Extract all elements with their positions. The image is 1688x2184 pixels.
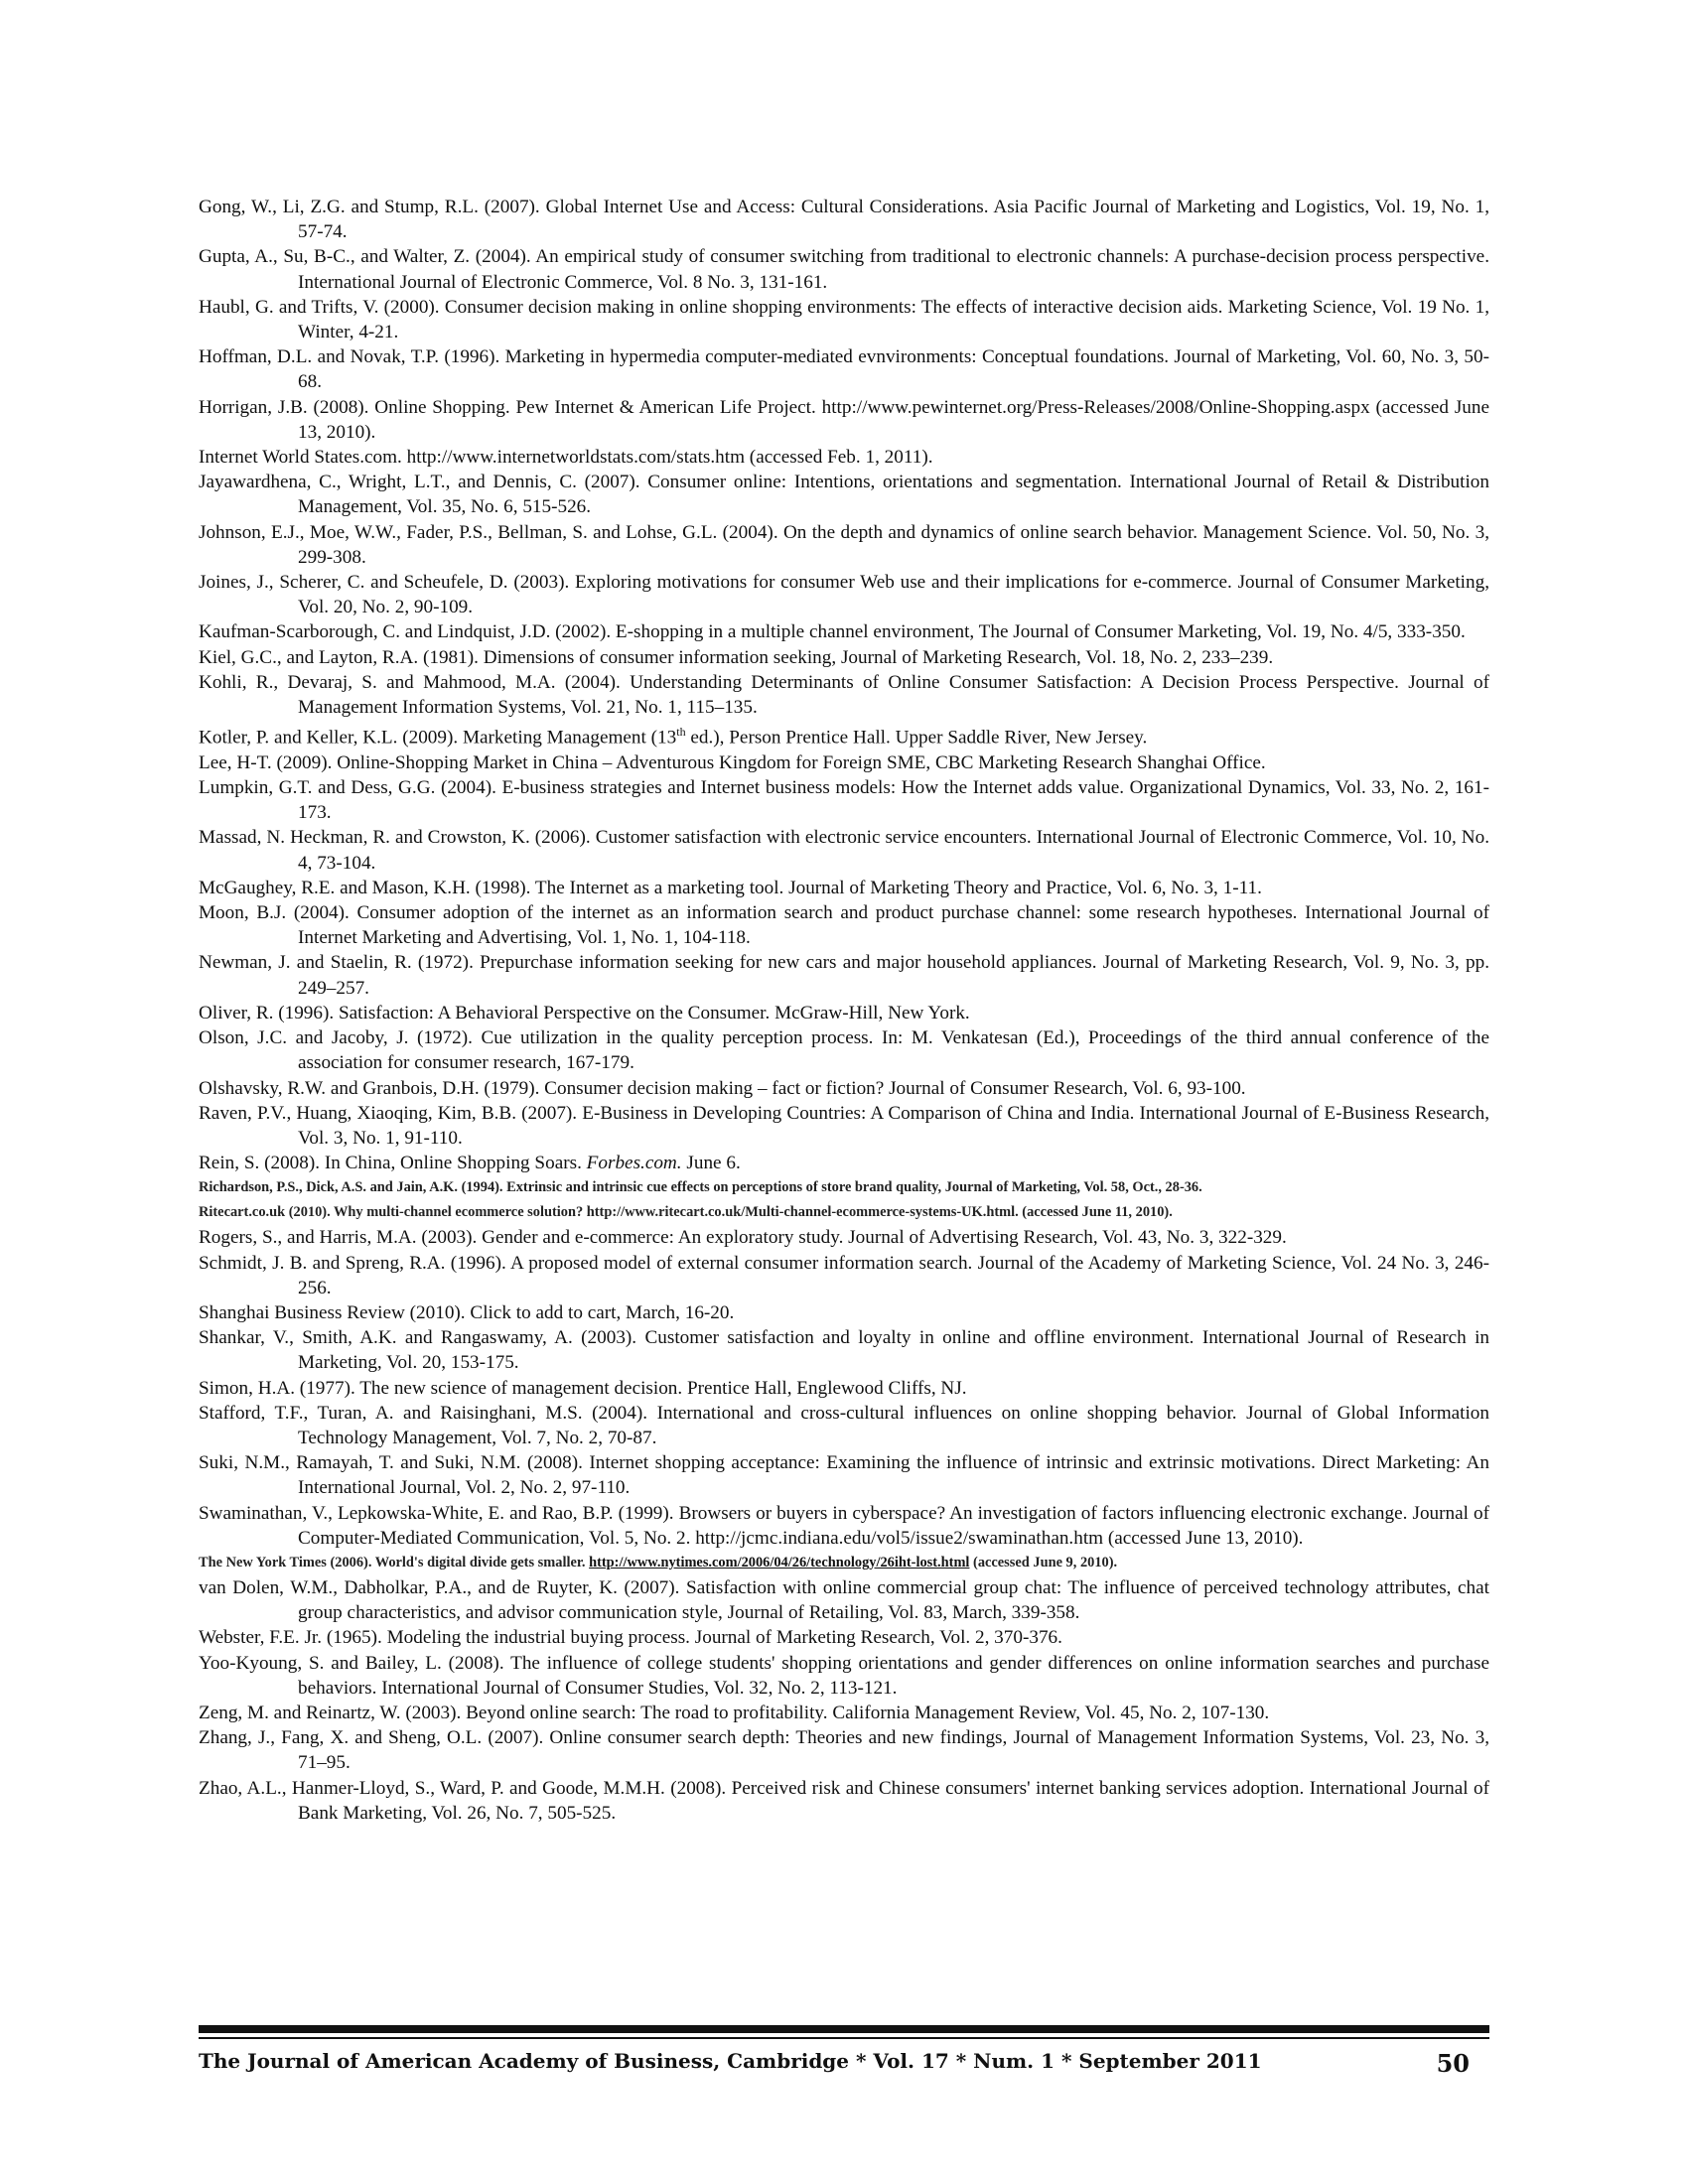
reference-entry: Rogers, S., and Harris, M.A. (2003). Gender and e-commerce: An exploratory study. Journal of Advertising Research, Vol. 43, No. 3, 322-329. [199, 1227, 1287, 1249]
reference-entry: Newman, J. and Staelin, R. (1972). Prepurchase information seeking for new cars and major household appliances. Journal of Marketing Research, Vol. 9, No. 3, pp. 249–257. [199, 952, 1489, 999]
reference-entry: Zhao, A.L., Hanmer-Lloyd, S., Ward, P. and Goode, M.M.H. (2008). Perceived risk and Chinese consumers' internet banking services adoption. International Journal of Bank Marketing, Vol. 26, No. 7, 505-525. [199, 1777, 1489, 1824]
superscript: th [676, 725, 686, 740]
reference-entry: Lee, H-T. (2009). Online-Shopping Market in China – Adventurous Kingdom for Foreign SME, CBC Marketing Research Shanghai Office. [199, 751, 1266, 773]
reference-entry: Johnson, E.J., Moe, W.W., Fader, P.S., Bellman, S. and Lohse, G.L. (2004). On the depth and dynamics of online search behavior. Management Science. Vol. 50, No. 3, 299-308. [199, 521, 1489, 568]
reference-entry [199, 720, 1489, 751]
reference-list [199, 195, 1489, 1826]
reference-entry: Zhang, J., Fang, X. and Sheng, O.L. (2007). Online consumer search depth: Theories and new findings, Journal of Management Information Systems, Vol. 23, No. 3, 71–95. [199, 1727, 1489, 1774]
reference-entry: Shankar, V., Smith, A.K. and Rangaswamy, A. (2003). Customer satisfaction and loyalty in online and offline environment. International Journal of Research in Marketing, Vol. 20, 153-175. [199, 1327, 1489, 1374]
reference-entry: Olson, J.C. and Jacoby, J. (1972). Cue utilization in the quality perception process. In: M. Venkatesan (Ed.), Proceedings of the third annual conference of the association for consumer research, 167-179. [199, 1027, 1489, 1074]
reference-entry: Gong, W., Li, Z.G. and Stump, R.L. (2007). Global Internet Use and Access: Cultural Considerations. Asia Pacific Journal of Marketing and Logistics, Vol. 19, No. 1, 57-74. [199, 197, 1489, 243]
reference-entry [199, 1551, 1489, 1575]
reference-entry: Horrigan, J.B. (2008). Online Shopping. Pew Internet & American Life Project. http://www.pewinternet.org/Press-Releases/2008/Online-Shopping.aspx (accessed June 13, 2010). [199, 396, 1489, 443]
footer-rule-thin [199, 2037, 1489, 2039]
reference-entry: Swaminathan, V., Lepkowska-White, E. and Rao, B.P. (1999). Browsers or buyers in cyberspace? An investigation of factors influencing electronic exchange. Journal of Computer-Mediated Communication, Vol. 5, No. 2. http://jcmc.indiana.edu/vol5/issue2/swaminathan.htm (accessed June 13, 2010). [199, 1502, 1489, 1549]
reference-entry: Zeng, M. and Reinartz, W. (2003). Beyond online search: The road to profitability. California Management Review, Vol. 45, No. 2, 107-130. [199, 1702, 1270, 1723]
journal-citation: The Journal of American Academy of Business, Cambridge * Vol. 17 * Num. 1 * September 2011 [199, 2049, 1262, 2073]
reference-entry: Shanghai Business Review (2010). Click to add to cart, March, 16-20. [199, 1301, 735, 1323]
reference-entry: Oliver, R. (1996). Satisfaction: A Behavioral Perspective on the Consumer. McGraw-Hill, New York. [199, 1002, 970, 1024]
reference-entry: Kiel, G.C., and Layton, R.A. (1981). Dimensions of consumer information seeking, Journal of Marketing Research, Vol. 18, No. 2, 233–239. [199, 646, 1274, 668]
reference-text: Rein, S. (2008). In China, Online Shopping Soars. [199, 1153, 587, 1174]
reference-entry: Joines, J., Scherer, C. and Scheufele, D. (2003). Exploring motivations for consumer Web use and their implications for e-commerce. Journal of Consumer Marketing, Vol. 20, No. 2, 90-109. [199, 572, 1489, 618]
reference-entry: Ritecart.co.uk (2010). Why multi-channel ecommerce solution? http://www.ritecart.co.uk/Multi-channel-ecommerce-systems-UK.html. (accessed June 11, 2010). [199, 1204, 1173, 1221]
reference-text: Kotler, P. and Keller, K.L. (2009). Marketing Management (13 [199, 727, 677, 749]
reference-entry: Yoo-Kyoung, S. and Bailey, L. (2008). The influence of college students' shopping orientations and gender differences on online information searches and purchase behaviors. International Journal of Consumer Studies, Vol. 32, No. 2, 113-121. [199, 1652, 1489, 1699]
reference-entry: Lumpkin, G.T. and Dess, G.G. (2004). E-business strategies and Internet business models: How the Internet adds value. Organizational Dynamics, Vol. 33, No. 2, 161-173. [199, 777, 1489, 824]
reference-entry: Moon, B.J. (2004). Consumer adoption of the internet as an information search and product purchase channel: some research hypotheses. International Journal of Internet Marketing and Advertising, Vol. 1, No. 1, 104-118. [199, 902, 1489, 949]
page-number: 50 [1436, 2049, 1470, 2078]
reference-entry: Raven, P.V., Huang, Xiaoqing, Kim, B.B. (2007). E-Business in Developing Countries: A Comparison of China and India. International Journal of E-Business Research, Vol. 3, No. 1, 91-110. [199, 1102, 1489, 1149]
reference-entry: Gupta, A., Su, B-C., and Walter, Z. (2004). An empirical study of consumer switching from traditional to electronic channels: A purchase-decision process perspective. International Journal of Electronic Commerce, Vol. 8 No. 3, 131-161. [199, 246, 1489, 293]
reference-entry: Richardson, P.S., Dick, A.S. and Jain, A.K. (1994). Extrinsic and intrinsic cue effects on perceptions of store brand quality, Journal of Marketing, Vol. 58, Oct., 28-36. [199, 1179, 1202, 1196]
reference-link[interactable]: http://www.nytimes.com/2006/04/26/technology/26iht-lost.html [589, 1554, 970, 1570]
reference-entry: Kaufman-Scarborough, C. and Lindquist, J.D. (2002). E-shopping in a multiple channel environment, The Journal of Consumer Marketing, Vol. 19, No. 4/5, 333-350. [199, 621, 1466, 643]
reference-text: (accessed June 9, 2010). [969, 1554, 1118, 1570]
reference-entry: Hoffman, D.L. and Novak, T.P. (1996). Marketing in hypermedia computer-mediated evnvironments: Conceptual foundations. Journal of Marketing, Vol. 60, No. 3, 50-68. [199, 346, 1489, 393]
reference-entry: Haubl, G. and Trifts, V. (2000). Consumer decision making in online shopping environments: The effects of interactive decision aids. Marketing Science, Vol. 19 No. 1, Winter, 4-21. [199, 296, 1489, 343]
reference-entry: Kohli, R., Devaraj, S. and Mahmood, M.A. (2004). Understanding Determinants of Online Consumer Satisfaction: A Decision Process Perspective. Journal of Management Information Systems, Vol. 21, No. 1, 115–135. [199, 671, 1489, 719]
reference-entry: Schmidt, J. B. and Spreng, R.A. (1996). A proposed model of external consumer information search. Journal of the Academy of Marketing Science, Vol. 24 No. 3, 246-256. [199, 1252, 1489, 1298]
reference-entry: Simon, H.A. (1977). The new science of management decision. Prentice Hall, Englewood Cliffs, NJ. [199, 1377, 967, 1399]
reference-text: ed.), Person Prentice Hall. Upper Saddle River, New Jersey. [685, 727, 1148, 749]
reference-entry: Jayawardhena, C., Wright, L.T., and Dennis, C. (2007). Consumer online: Intentions, orientations and segmentation. International Journal of Retail & Distribution Management, Vol. 35, No. 6, 515-526. [199, 472, 1489, 518]
reference-entry: Internet World States.com. http://www.internetworldstats.com/stats.htm (accessed Feb. 1, 2011). [199, 447, 933, 469]
reference-entry: Massad, N. Heckman, R. and Crowston, K. (2006). Customer satisfaction with electronic service encounters. International Journal of Electronic Commerce, Vol. 10, No. 4, 73-104. [199, 827, 1489, 874]
reference-entry: Olshavsky, R.W. and Granbois, D.H. (1979). Consumer decision making – fact or fiction? Journal of Consumer Research, Vol. 6, 93-100. [199, 1077, 1246, 1099]
page-footer [199, 2049, 1489, 2079]
reference-entry: van Dolen, W.M., Dabholkar, P.A., and de Ruyter, K. (2007). Satisfaction with online commercial group chat: The influence of perceived technology attributes, chat group characteristics, and advisor communication style, Journal of Retailing, Vol. 83, March, 339-358. [199, 1576, 1489, 1624]
reference-text: June 6. [681, 1153, 741, 1174]
italic-source: Forbes.com. [586, 1153, 682, 1174]
reference-entry: Stafford, T.F., Turan, A. and Raisinghani, M.S. (2004). International and cross-cultural influences on online shopping behavior. Journal of Global Information Technology Management, Vol. 7, No. 2, 70-87. [199, 1402, 1489, 1448]
reference-entry: Suki, N.M., Ramayah, T. and Suki, N.M. (2008). Internet shopping acceptance: Examining the influence of intrinsic and extrinsic motivations. Direct Marketing: An International Journal, Vol. 2, No. 2, 97-110. [199, 1452, 1489, 1499]
reference-entry: Webster, F.E. Jr. (1965). Modeling the industrial buying process. Journal of Marketing Research, Vol. 2, 370-376. [199, 1627, 1062, 1649]
reference-entry [199, 1151, 1489, 1175]
reference-text: The New York Times (2006). World's digital divide gets smaller. [199, 1554, 590, 1570]
reference-entry: McGaughey, R.E. and Mason, K.H. (1998). The Internet as a marketing tool. Journal of Marketing Theory and Practice, Vol. 6, No. 3, 1-11. [199, 877, 1262, 898]
footer-rule-thick [199, 2025, 1489, 2033]
